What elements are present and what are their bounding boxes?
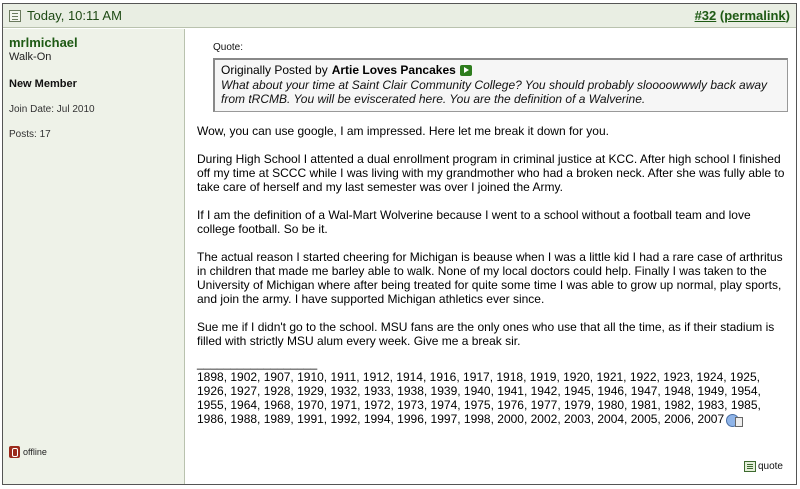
signature-divider: __________________	[197, 356, 318, 370]
body-paragraph-2: During High School I attented a dual enrollment program in criminal justice at KCC. After high school I finished off my time at SCCC while I was living with my grandmother who had a broken neck. After she was fully able to take care of herself and my last semester was over I joined the Army.	[197, 152, 785, 194]
post-icon	[9, 10, 21, 22]
status-label: offline	[23, 447, 47, 457]
body-paragraph-4: The actual reason I started cheering for Michigan is beause when I was a little kid I had a rare case of arthritus in children that made me barley able to walk. None of my local doctors could help. Finally I was taken to the University of Michigan where after being treated for quite some time I was able to grow up normal, play sports, and join the army. I have supported Michigan athletics ever since.	[197, 250, 783, 306]
quote-author: Artie Loves Pancakes	[331, 63, 456, 77]
quote-icon	[744, 461, 756, 472]
signature-text	[197, 370, 787, 427]
join-date: Join Date: Jul 2010	[9, 104, 95, 115]
post-body	[197, 124, 787, 348]
post-header	[3, 4, 796, 28]
quote-prefix: Originally Posted by	[221, 63, 328, 77]
user-rank: New Member	[9, 78, 77, 90]
quote-label: Quote:	[213, 42, 244, 53]
smiley-icon	[726, 413, 742, 427]
post-count: Posts: 17	[9, 129, 51, 140]
post-number-area	[695, 8, 790, 23]
body-paragraph-1: Wow, you can use google, I am impressed. Here let me break it down for you.	[197, 124, 609, 138]
paren-close: )	[785, 8, 790, 23]
quote-attribution	[221, 63, 781, 77]
quote-button[interactable]	[744, 461, 783, 472]
signature-years: 1898, 1902, 1907, 1910, 1911, 1912, 1914, 1916, 1917, 1918, 1919, 1920, 1921, 1922, 1923, 1924, 1925, 1926, 1927, 1928, 1929, 1932, 1933, 1938, 1939, 1940, 1941, 1942, 1945, 1946, 1947, 1948, 1949, 1954, 1955, 1964, 1968, 1970, 1971, 1972, 1973, 1974, 1975, 1976, 1977, 1979, 1980, 1981, 1982, 1983, 1985, 1986, 1988, 1989, 1991, 1992, 1994, 1996, 1997, 1998, 2000, 2002, 2003, 2004, 2005, 2006, 2007	[197, 370, 761, 426]
body-paragraph-5: Sue me if I didn't go to the school. MSU fans are the only ones who use that all the time, as if their stadium is filled with strictly MSU alum every week. Give me a break sir.	[197, 320, 775, 348]
permalink-link[interactable]: permalink	[724, 8, 786, 23]
quote-button-label: quote	[757, 461, 783, 472]
online-status	[9, 446, 47, 458]
post-number-link[interactable]: #32	[694, 8, 717, 23]
quote-box	[213, 58, 788, 112]
post-content	[191, 29, 791, 484]
arrow-right-icon[interactable]	[460, 65, 472, 76]
username-link[interactable]: mrlmichael	[9, 35, 78, 50]
paren-open: (	[716, 8, 725, 23]
user-title: Walk-On	[9, 51, 52, 63]
offline-icon	[9, 446, 20, 458]
post-date: Today, 10:11 AM	[27, 8, 122, 23]
body-paragraph-3: If I am the definition of a Wal-Mart Wolverine because I went to a school without a football team and love college football. So be it.	[197, 208, 751, 236]
quote-text: What about your time at Saint Clair Community College? You should probably sloooowwwly back away from tRCMB. You will be eviscerated here. You are the definition of a Walverine.	[221, 78, 768, 106]
user-sidebar	[3, 29, 185, 484]
post-container	[2, 3, 797, 485]
